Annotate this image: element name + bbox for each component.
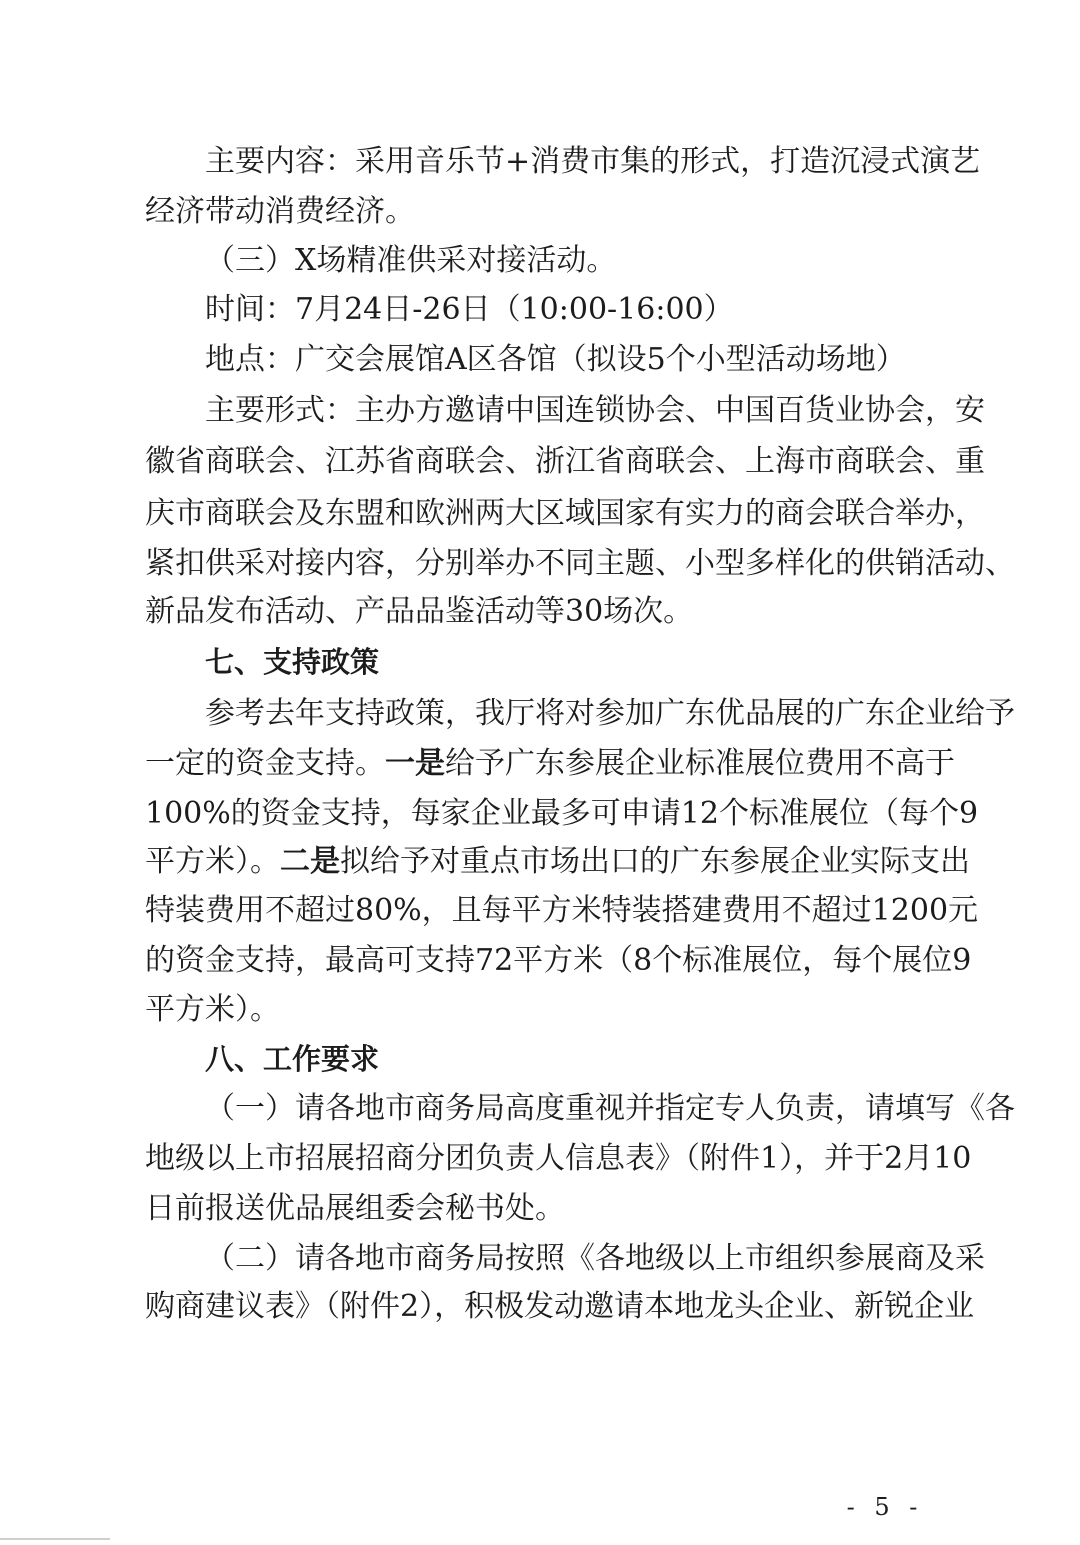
text-line: 主要形式：主办方邀请中国连锁协会、中国百货业协会，安 [205,393,985,428]
text-span: 拟给予对重点市场出口的广东参展企业实际支出 [340,844,970,879]
text-line: 庆市商联会及东盟和欧洲两大区域国家有实力的商会联合举办， [145,496,985,531]
subsection-heading: （三）X场精准供采对接活动。 [205,243,617,278]
text-line: 购商建议表》（附件2），积极发动邀请本地龙头企业、新锐企业 [145,1289,975,1324]
text-span: 一定的资金支持。 [145,746,385,781]
emphasis-text: 一是 [385,746,445,781]
text-line: （一）请各地市商务局高度重视并指定专人负责，请填写《各 [205,1091,1015,1126]
scan-edge-mark [0,1538,110,1540]
section-heading: 八、工作要求 [205,1042,380,1076]
text-span: 平方米）。 [145,844,280,879]
text-line: 日前报送优品展组委会秘书处。 [145,1191,565,1226]
text-line: 平方米）。 [145,992,280,1027]
text-line: 主要内容：采用音乐节+消费市集的形式，打造沉浸式演艺 [205,144,981,179]
section-heading: 七、支持政策 [205,645,380,679]
emphasis-text: 二是 [280,844,340,879]
text-line: 经济带动消费经济。 [145,194,415,229]
text-line: 时间：7月24日-26日（10:00-16:00） [205,292,734,327]
text-line: 100%的资金支持，每家企业最多可申请12个标准展位（每个9 [145,796,979,831]
text-line: 的资金支持，最高可支持72平方米（8个标准展位，每个展位9 [145,943,972,978]
text-line: 地级以上市招展招商分团负责人信息表》（附件1），并于2月10 [145,1141,972,1176]
text-line [145,842,970,882]
page-number: - 5 - [846,1493,924,1521]
text-line: 地点：广交会展馆A区各馆（拟设5个小型活动场地） [205,342,906,377]
text-span: 给予广东参展企业标准展位费用不高于 [445,746,955,781]
text-line: 新品发布活动、产品品鉴活动等30场次。 [145,594,694,629]
text-line: 徽省商联会、江苏省商联会、浙江省商联会、上海市商联会、重 [145,444,985,479]
text-line: 参考去年支持政策，我厅将对参加广东优品展的广东企业给予 [205,696,1015,731]
text-line: （二）请各地市商务局按照《各地级以上市组织参展商及采 [205,1241,985,1276]
text-line: 紧扣供采对接内容，分别举办不同主题、小型多样化的供销活动、 [145,546,1015,581]
text-line: 特装费用不超过80%，且每平方米特装搭建费用不超过1200元 [145,893,979,928]
text-line [145,744,955,784]
